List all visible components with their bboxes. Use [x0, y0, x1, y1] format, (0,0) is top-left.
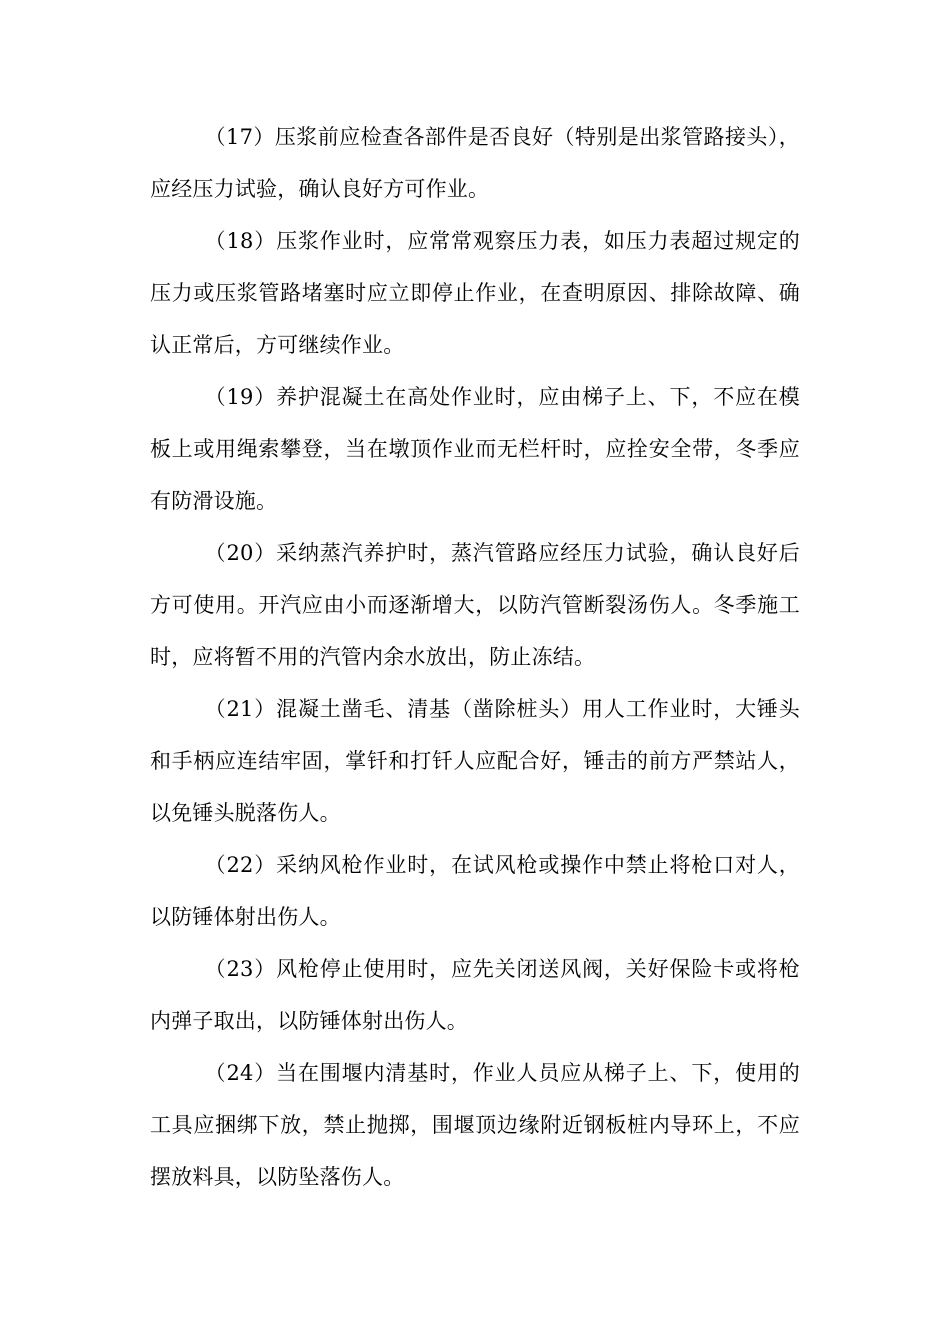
paragraph-22: （22）采纳风枪作业时，在试风枪或操作中禁止将枪口对人，以防锤体射出伤人。 — [150, 853, 800, 929]
paragraph-19: （19）养护混凝土在高处作业时，应由梯子上、下，不应在模板上或用绳索攀登，当在墩顶作业而无栏杆时，应拴安全带，冬季应有防滑设施。 — [150, 385, 800, 513]
paragraph-20: （20）采纳蒸汽养护时，蒸汽管路应经压力试验，确认良好后方可使用。开汽应由小而逐渐增大，以防汽管断裂汤伤人。冬季施工时，应将暂不用的汽管内余水放出，防止冻结。 — [150, 541, 800, 669]
paragraph-18: （18）压浆作业时，应常常观察压力表，如压力表超过规定的压力或压浆管路堵塞时应立即停止作业，在查明原因、排除故障、确认正常后，方可继续作业。 — [150, 229, 800, 357]
paragraph-17: （17）压浆前应检查各部件是否良好（特别是出浆管路接头），应经压力试验，确认良好方可作业。 — [150, 125, 800, 201]
paragraph-24: （24）当在围堰内清基时，作业人员应从梯子上、下，使用的工具应捆绑下放，禁止抛掷，围堰顶边缘附近钢板桩内导环上，不应摆放料具，以防坠落伤人。 — [150, 1061, 800, 1189]
paragraph-23: （23）风枪停止使用时，应先关闭送风阀，关好保险卡或将枪内弹子取出，以防锤体射出伤人。 — [150, 957, 800, 1033]
paragraph-21: （21）混凝土凿毛、清基（凿除桩头）用人工作业时，大锤头和手柄应连结牢固，掌钎和打钎人应配合好，锤击的前方严禁站人，以免锤头脱落伤人。 — [150, 697, 800, 825]
document-body — [150, 111, 800, 1203]
